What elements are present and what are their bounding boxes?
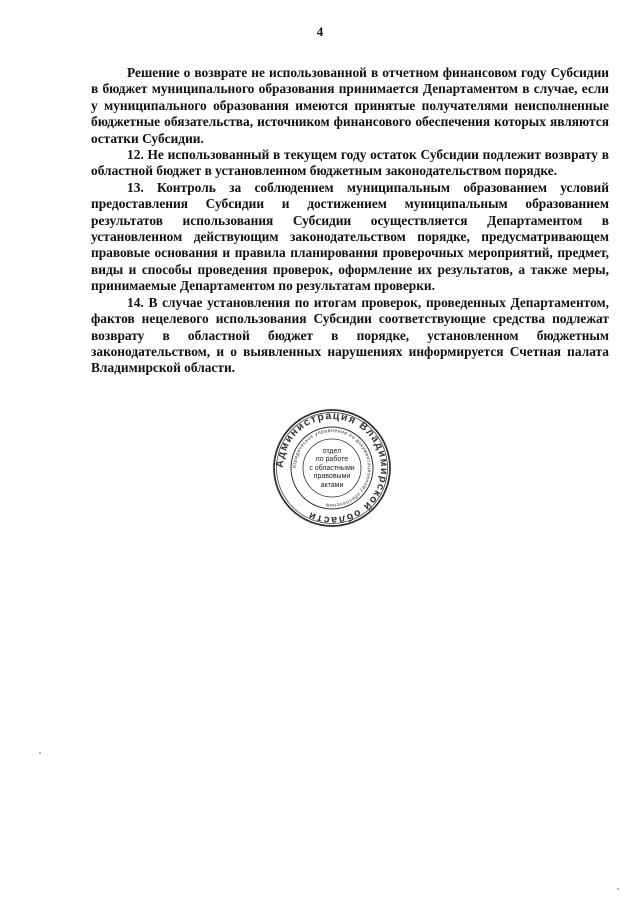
scan-speck (617, 888, 619, 890)
page-number: 4 (316, 24, 324, 39)
scan-speck (39, 752, 41, 754)
stamp-line: актами (320, 481, 344, 489)
stamp-line: отдел (322, 448, 342, 455)
stamp-line: с областными (309, 464, 355, 472)
paragraph-14-violations: 14. В случае установления по итогам проверок, проведенных Департаментом, фактов нецелевого использования Субсидии соответствующие средства подлежат возврату в областной бюджет в порядке, установленном бюджетным законодательством, и о выявленных нарушениях информируется Счетная палата Владимирской области. (91, 294, 609, 376)
stamp-middle-text: Юридическое управление по документационному обеспечению (291, 427, 373, 509)
paragraph-13-control: 13. Контроль за соблюдением муниципальным образованием условий предоставления Субсидии и достижением муниципальным образованием результатов использования Субсидии осуществляется Департаментом в установленном действующим законодательством порядке, предусматривающем правовые основания и правила планирования проверочных мероприятий, предмет, виды и способы проведения проверок, оформление их результатов, а также меры, принимаемые Департаментом по результатам проверки. (91, 179, 609, 294)
stamp-outer-text: Администрация Владимирской области (273, 409, 391, 527)
paragraph-12-unused-balance: 12. Не использованный в текущем году остаток Субсидии подлежит возврату в областной бюджет в установленном бюджетным законодательством порядке. (91, 147, 609, 179)
paragraph-subsidy-return-decision: Решение о возврате не использованной в отчетном финансовом году Субсидии в бюджет муниципального образования принимается Департаментом в случае, если у муниципального образования имеются принятые получателями неисполненные бюджетные обязательства, источником финансового обеспечения которых являются остатки Субсидии. (91, 65, 609, 146)
stamp-inner-text (304, 448, 360, 490)
document-body (91, 65, 609, 377)
stamp-line: правовыми (313, 473, 351, 481)
official-stamp (272, 408, 392, 528)
stamp-line: по работе (315, 456, 349, 464)
